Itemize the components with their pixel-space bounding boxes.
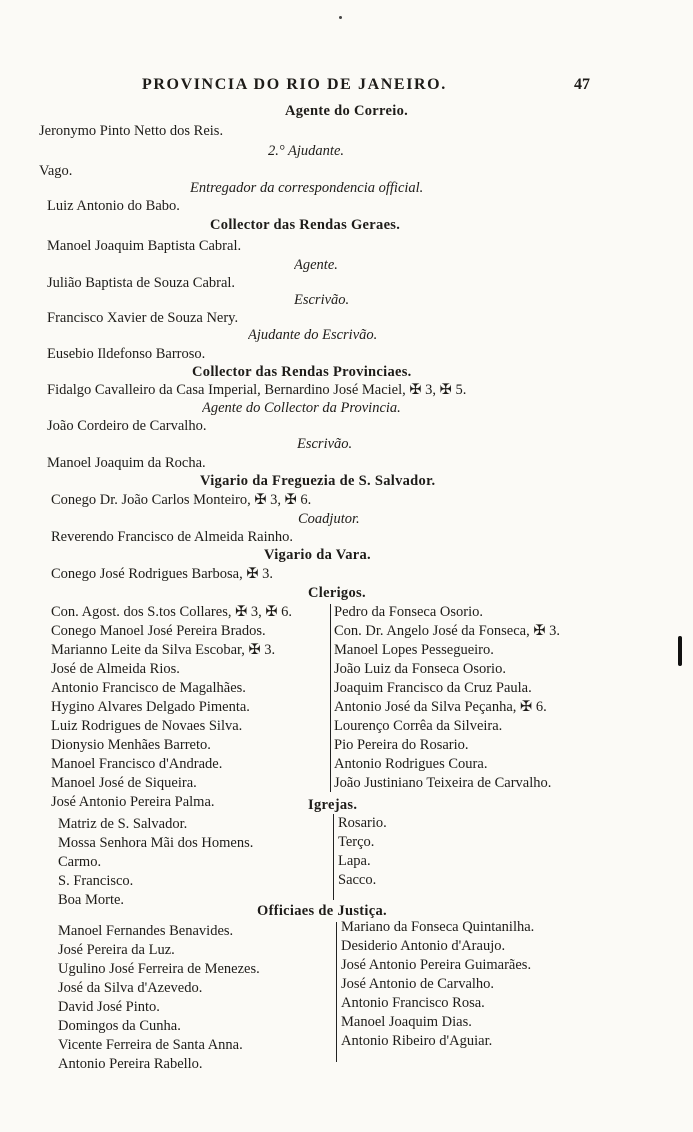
entry-line: Vago. (39, 163, 73, 179)
list-item: Hygino Alvares Delgado Pimenta. (51, 699, 250, 715)
list-item: João Luiz da Fonseca Osorio. (334, 661, 506, 677)
list-item: Boa Morte. (58, 892, 125, 908)
list-item: Lapa. (338, 853, 371, 869)
list-item: Con. Agost. dos S.tos Collares, ✠ 3, ✠ 6. (51, 604, 293, 620)
list-item: Desiderio Antonio d'Araujo. (341, 938, 506, 954)
list-item: Manoel Fernandes Benavides. (58, 923, 234, 939)
entry-line: Luiz Antonio do Babo. (47, 198, 180, 214)
subheading-line: Ajudante do Escrivão. (248, 327, 378, 343)
list-item: Lourenço Corrêa da Silveira. (334, 718, 503, 734)
clerigos-left-column (51, 603, 327, 812)
list-item: Manoel Joaquim Dias. (341, 1014, 472, 1030)
heading-rendas-provinciaes: Collector das Rendas Provinciaes. (192, 364, 412, 380)
stray-dot (339, 16, 342, 19)
list-item: Antonio José da Silva Peçanha, ✠ 6. (334, 699, 547, 715)
list-item: Antonio Pereira Rabello. (58, 1056, 203, 1072)
subheading-line: 2.° Ajudante. (268, 143, 345, 159)
entry-line: Reverendo Francisco de Almeida Rainho. (51, 529, 294, 545)
igrejas-right-column (338, 814, 538, 890)
entry-line: Manoel Joaquim da Rocha. (47, 455, 206, 471)
list-item: Manoel Lopes Pessegueiro. (334, 642, 494, 658)
entry-line: Francisco Xavier de Souza Nery. (47, 310, 239, 326)
margin-ink-mark (678, 636, 682, 666)
subheading-line: Coadjutor. (298, 511, 360, 527)
list-item: Manoel Francisco d'Andrade. (51, 756, 223, 772)
list-item: Pio Pereira do Rosario. (334, 737, 469, 753)
list-item: Matriz de S. Salvador. (58, 816, 188, 832)
list-item: Mariano da Fonseca Quintanilha. (341, 919, 535, 935)
entry-line: Fidalgo Cavalleiro da Casa Imperial, Bernardino José Maciel, ✠ 3, ✠ 5. (47, 382, 467, 398)
page-header (0, 76, 693, 98)
list-item: Dionysio Menhães Barreto. (51, 737, 211, 753)
list-item: Joaquim Francisco da Cruz Paula. (334, 680, 532, 696)
list-item: José Antonio Pereira Palma. (51, 794, 215, 810)
entry-line: João Cordeiro de Carvalho. (47, 418, 207, 434)
list-item: João Justiniano Teixeira de Carvalho. (334, 775, 552, 791)
subheading-line: Agente do Collector da Provincia. (202, 400, 401, 416)
list-item: Antonio Francisco de Magalhães. (51, 680, 246, 696)
list-item: Luiz Rodrigues de Novaes Silva. (51, 718, 243, 734)
officiaes-right-column (341, 918, 671, 1051)
list-item: Manoel José de Siqueira. (51, 775, 197, 791)
subheading-line: Escrivão. (294, 292, 350, 308)
page-number: 47 (574, 76, 590, 93)
list-item: José de Almeida Rios. (51, 661, 180, 677)
list-item: Antonio Francisco Rosa. (341, 995, 485, 1011)
entry-line: Julião Baptista de Souza Cabral. (47, 275, 236, 291)
subheading-line: Agente. (294, 257, 338, 273)
list-item: José Pereira da Luz. (58, 942, 175, 958)
list-item: Terço. (338, 834, 375, 850)
entry-line: Jeronymo Pinto Netto dos Reis. (39, 123, 224, 139)
list-item: Antonio Ribeiro d'Aguiar. (341, 1033, 493, 1049)
column-divider (336, 922, 337, 1062)
list-item: Mossa Senhora Mãi dos Homens. (58, 835, 254, 851)
list-item: Sacco. (338, 872, 377, 888)
list-item: Pedro da Fonseca Osorio. (334, 604, 484, 620)
igrejas-left-column (58, 815, 326, 910)
list-item: Ugulino José Ferreira de Menezes. (58, 961, 260, 977)
heading-vigario-vara: Vigario da Vara. (264, 547, 371, 563)
heading-vigario-freguezia: Vigario da Freguezia de S. Salvador. (200, 473, 436, 489)
list-item: S. Francisco. (58, 873, 134, 889)
entry-line: Conego José Rodrigues Barbosa, ✠ 3. (51, 566, 273, 582)
entry-line: Eusebio Ildefonso Barroso. (47, 346, 206, 362)
officiaes-left-column (58, 922, 332, 1074)
running-title: PROVINCIA DO RIO DE JANEIRO. (142, 76, 447, 93)
list-item: Carmo. (58, 854, 102, 870)
list-item: Con. Dr. Angelo José da Fonseca, ✠ 3. (334, 623, 561, 639)
subheading-line: Escrivão. (297, 436, 353, 452)
heading-agente-correio: Agente do Correio. (284, 103, 409, 119)
list-item: Domingos da Cunha. (58, 1018, 181, 1034)
heading-igrejas: Igrejas. (308, 797, 358, 813)
column-divider (330, 604, 331, 792)
list-item: José da Silva d'Azevedo. (58, 980, 203, 996)
heading-clerigos: Clerigos. (308, 585, 366, 601)
heading-officiaes: Officiaes de Justiça. (257, 903, 387, 919)
list-item: Marianno Leite da Silva Escobar, ✠ 3. (51, 642, 276, 658)
list-item: José Antonio de Carvalho. (341, 976, 495, 992)
list-item: Antonio Rodrigues Coura. (334, 756, 488, 772)
column-divider (333, 814, 334, 900)
entry-line: Conego Dr. João Carlos Monteiro, ✠ 3, ✠ 6. (51, 492, 312, 508)
clerigos-right-column (334, 603, 674, 793)
list-item: José Antonio Pereira Guimarães. (341, 957, 532, 973)
subheading-line: Entregador da correspondencia official. (190, 180, 424, 196)
list-item: David José Pinto. (58, 999, 160, 1015)
list-item: Vicente Ferreira de Santa Anna. (58, 1037, 243, 1053)
heading-rendas-geraes: Collector das Rendas Geraes. (210, 217, 401, 233)
entry-line: Manoel Joaquim Baptista Cabral. (47, 238, 242, 254)
list-item: Rosario. (338, 815, 387, 831)
list-item: Conego Manoel José Pereira Brados. (51, 623, 266, 639)
